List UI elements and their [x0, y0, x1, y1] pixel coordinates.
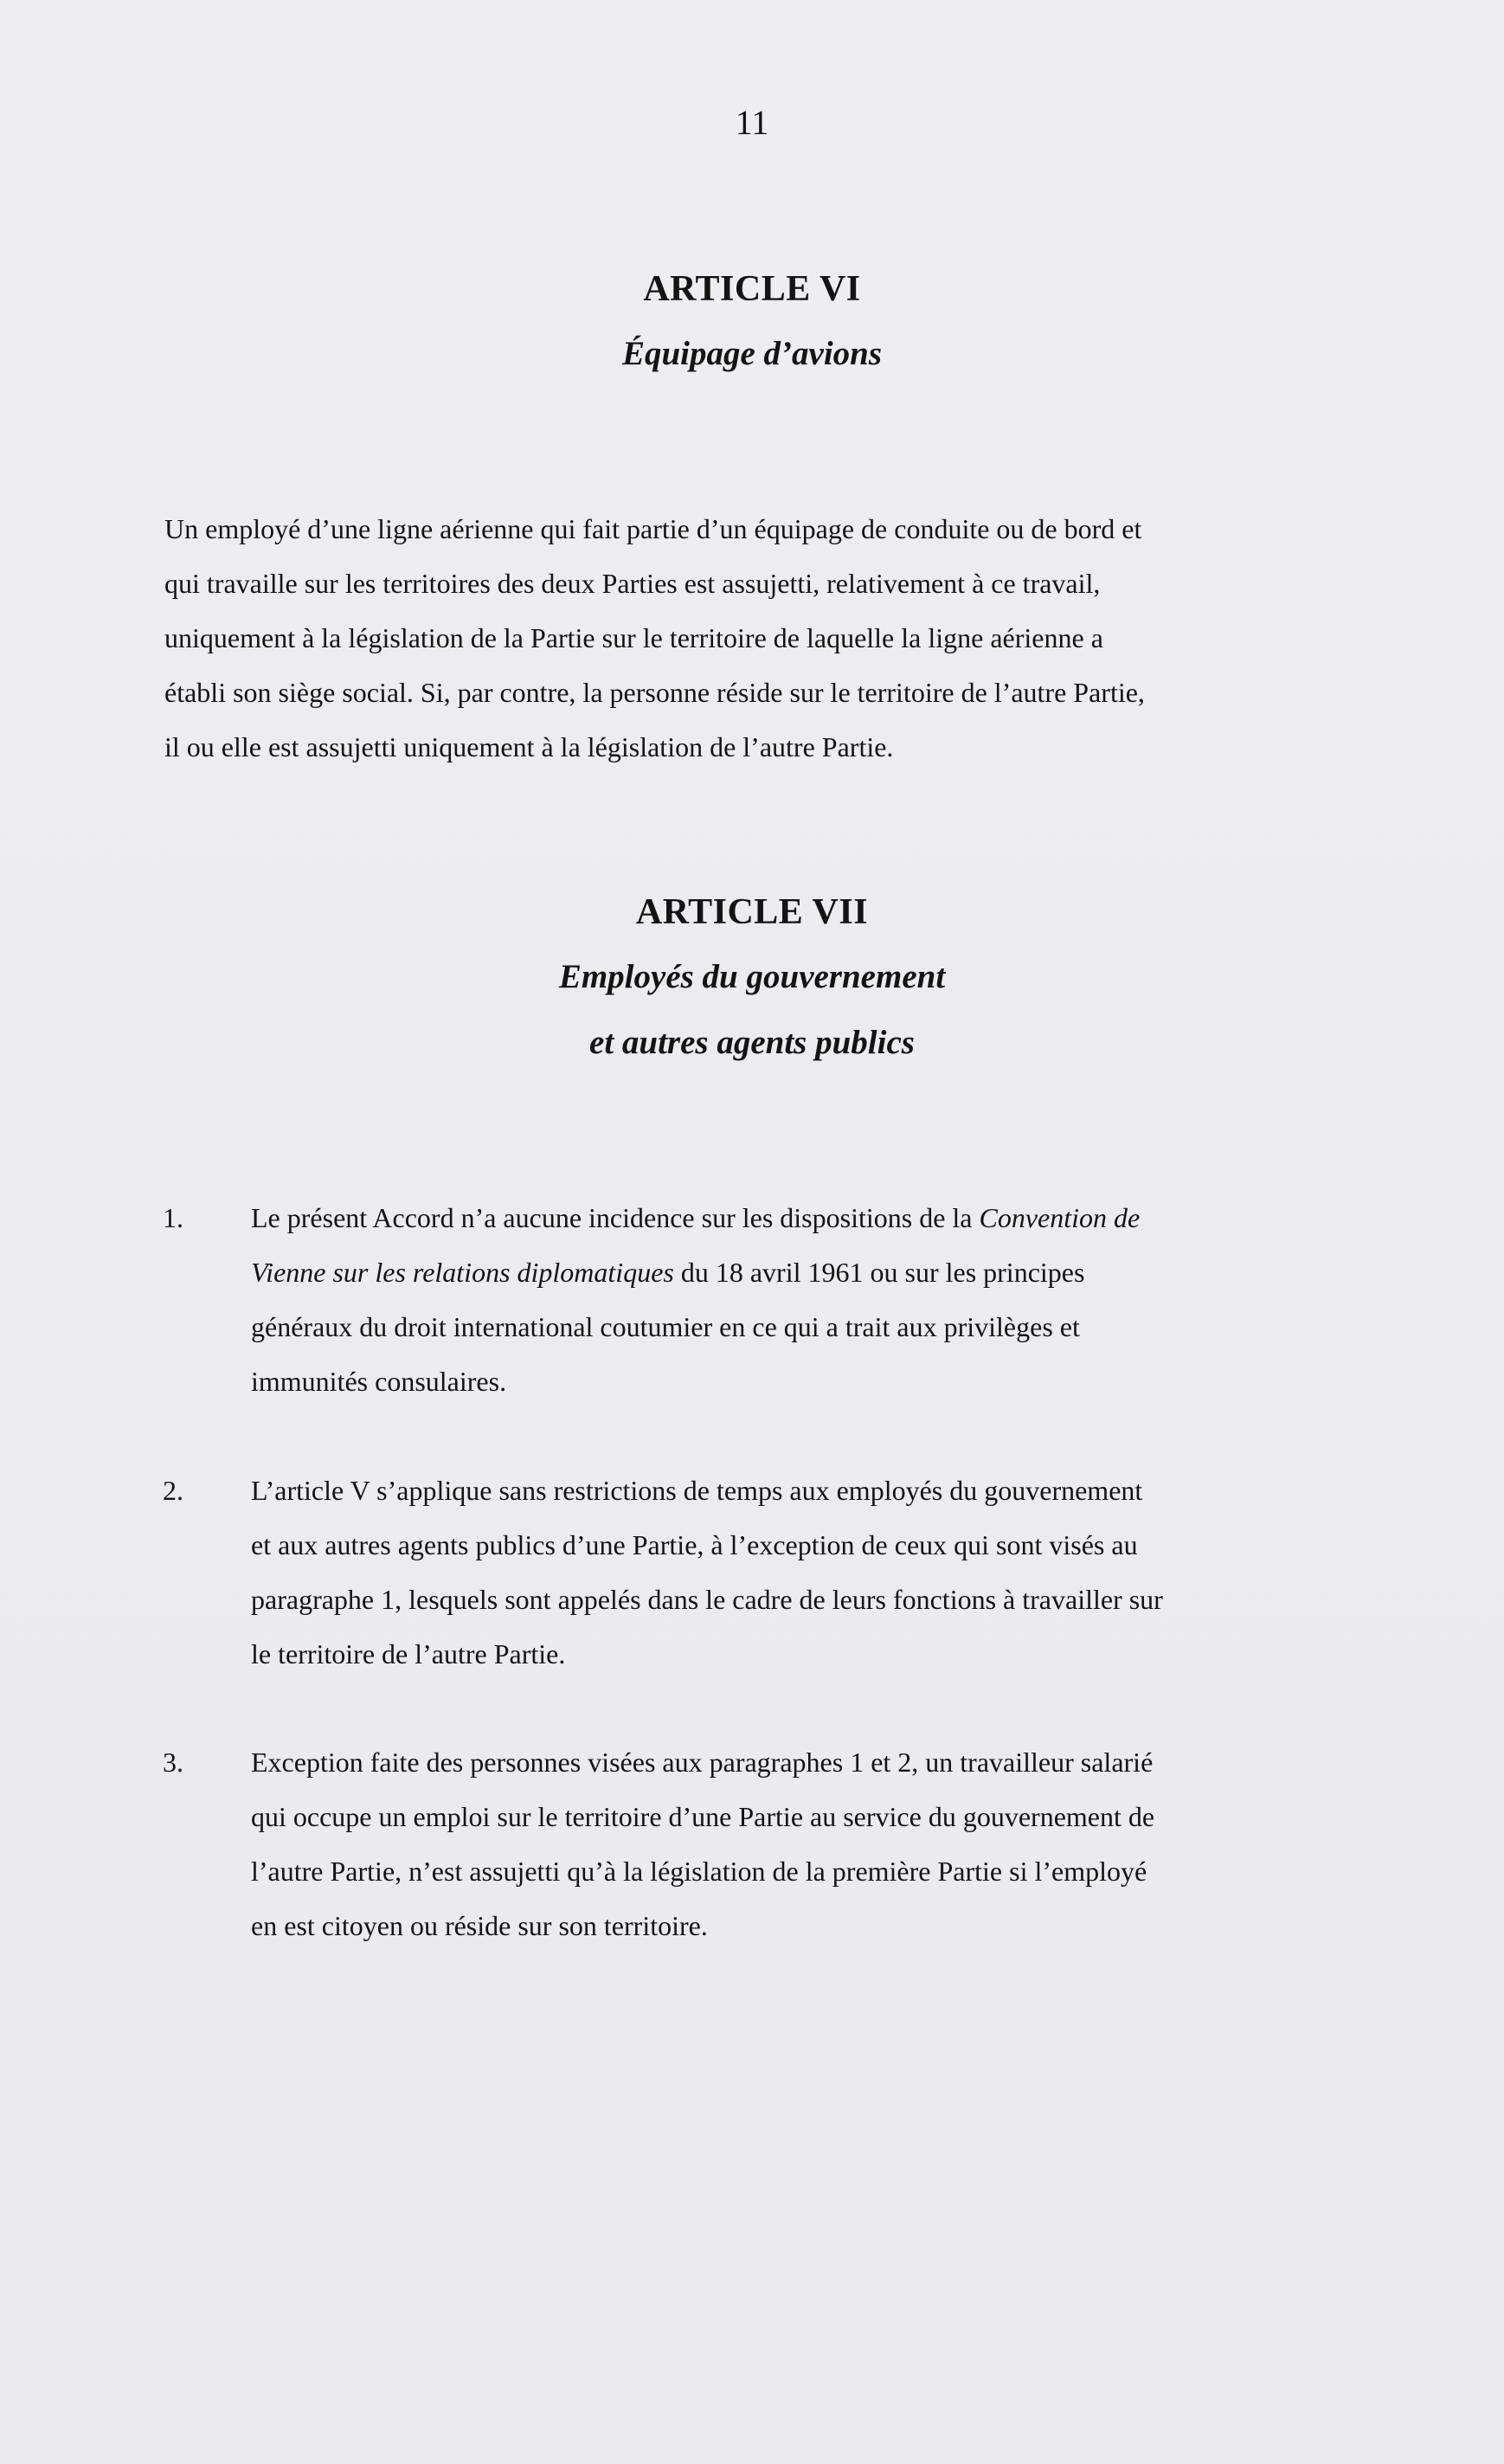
paragraph-line: en est citoyen ou réside sur son territoire.	[251, 1910, 708, 1941]
paragraph-line: il ou elle est assujetti uniquement à la législation de l’autre Partie.	[164, 731, 894, 762]
italic-run: Convention de	[979, 1202, 1141, 1233]
article-vii-subtitle-line1: Employés du gouvernement	[558, 958, 946, 995]
text-run: du 18 avril 1961 ou sur les principes	[680, 1257, 1085, 1288]
paragraph-line: Exception faite des personnes visées aux paragraphes 1 et 2, un travailleur salarié	[251, 1747, 1154, 1778]
list-item-text	[251, 1735, 1255, 1953]
article-vi-paragraph	[164, 502, 1237, 775]
text-run: Le présent Accord n’a aucune incidence sur les dispositions de la	[251, 1202, 980, 1233]
paragraph-line: généraux du droit international coutumier en ce qui a trait aux privilèges et	[251, 1311, 1080, 1342]
paragraph-line: qui travaille sur les territoires des deux Parties est assujetti, relativement à ce travail,	[164, 568, 1101, 599]
paragraph-line: immunités consulaires.	[251, 1366, 507, 1397]
paragraph-line	[251, 1245, 1255, 1300]
paragraph-line: établi son siège social. Si, par contre, la personne réside sur le territoire de l’autre Partie,	[164, 677, 1145, 708]
page-number: 11	[735, 103, 769, 142]
paragraph-line: Un employé d’une ligne aérienne qui fait partie d’un équipage de conduite ou de bord et	[164, 513, 1142, 544]
paragraph-line: le territoire de l’autre Partie.	[251, 1638, 566, 1669]
italic-run: Vienne sur les relations diplomatiques	[251, 1257, 674, 1288]
paragraph-line: uniquement à la législation de la Partie sur le territoire de laquelle la ligne aérienne a	[164, 622, 1103, 653]
article-vii-subtitle-line2: et autres agents publics	[589, 1024, 915, 1061]
paragraph-line: L’article V s’applique sans restrictions de temps aux employés du gouvernement	[251, 1475, 1143, 1506]
paragraph-line: l’autre Partie, n’est assujetti qu’à la législation de la première Partie si l’employé	[251, 1856, 1147, 1887]
list-item-number: 3.	[163, 1747, 183, 1778]
paragraph-line: qui occupe un emploi sur le territoire d’une Partie au service du gouvernement de	[251, 1801, 1155, 1832]
article-vi-subtitle: Équipage d’avions	[621, 335, 883, 372]
list-item-text	[251, 1464, 1255, 1682]
paragraph-line: paragraphe 1, lesquels sont appelés dans le cadre de leurs fonctions à travailler sur	[251, 1584, 1163, 1615]
list-item-number: 2.	[163, 1475, 183, 1506]
paragraph-line	[251, 1191, 1255, 1245]
article-vi-heading: ARTICLE VI	[643, 269, 861, 309]
list-item-text	[251, 1191, 1255, 1409]
article-vii-heading: ARTICLE VII	[635, 892, 869, 932]
paragraph-line: et aux autres agents publics d’une Partie, à l’exception de ceux qui sont visés au	[251, 1529, 1138, 1560]
list-item-number: 1.	[163, 1202, 183, 1233]
